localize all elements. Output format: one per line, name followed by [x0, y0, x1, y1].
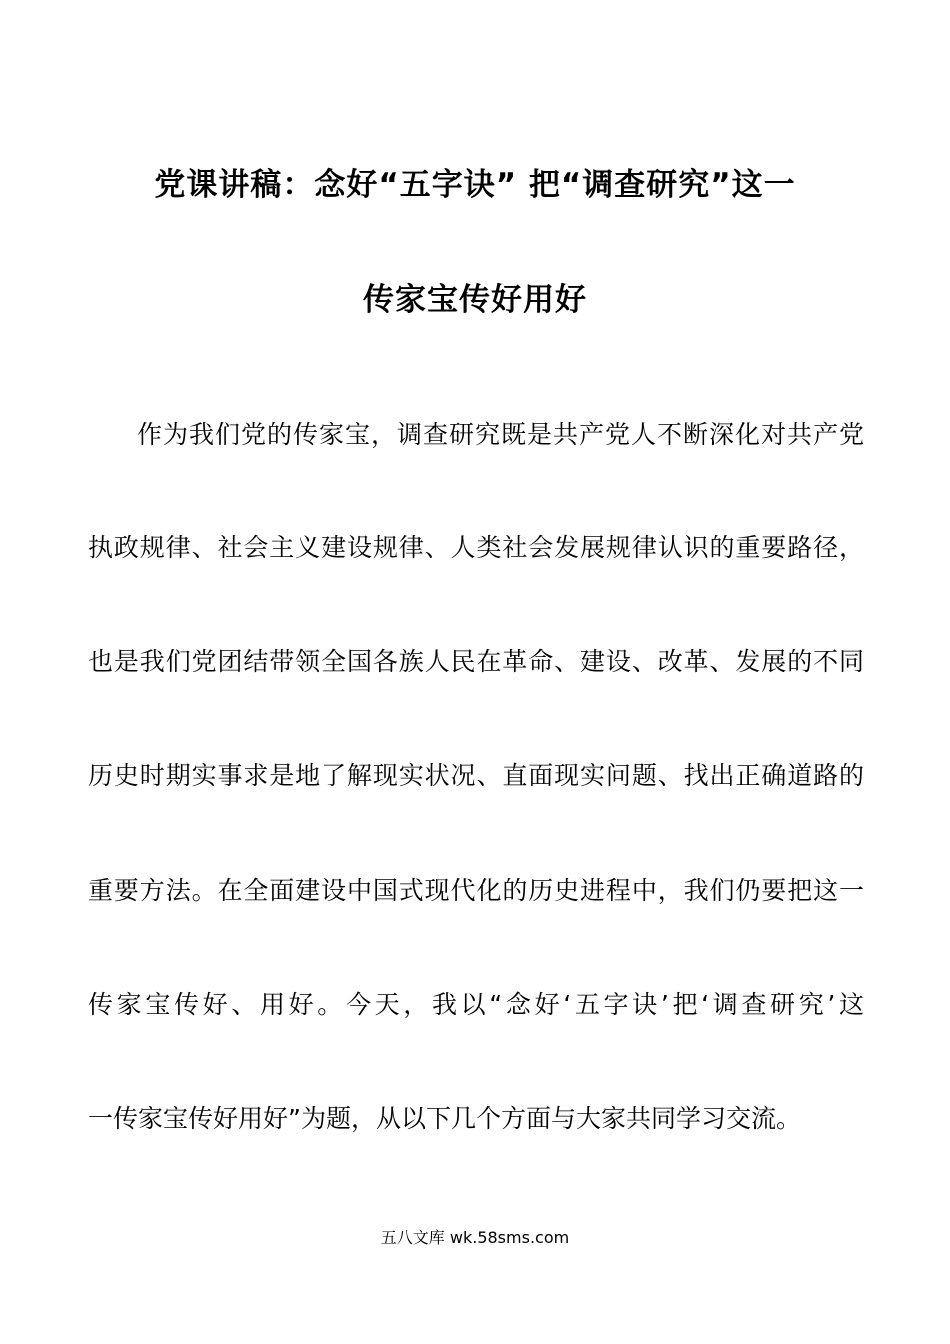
document-title-line-2: 传家宝传好用好 — [363, 282, 587, 318]
body-line-7: 一传家宝传好用好”为题，从以下几个方面与大家共同学习交流。 — [88, 1104, 801, 1133]
body-line-1: 作为我们党的传家宝，调查研究既是共产党人不断深化对共产党 — [137, 420, 864, 449]
body-line-2: 执政规律、社会主义建设规律、人类社会发展规律认识的重要路径， — [88, 533, 864, 562]
body-line-3: 也是我们党团结带领全国各族人民在革命、建设、改革、发展的不同 — [88, 647, 864, 676]
document-title-line-1: 党课讲稿：念好“五字诀” 把“调查研究”这一 — [154, 167, 796, 203]
body-line-5: 重要方法。在全面建设中国式现代化的历史进程中，我们仍要把这一 — [88, 876, 864, 905]
body-line-4: 历史时期实事求是地了解现实状况、直面现实问题、找出正确道路的 — [88, 761, 864, 790]
footer-watermark: 五八文库 wk.58sms.com — [380, 1228, 570, 1247]
body-line-6: 传家宝传好、用好。今天，我以“念好‘五字诀’把‘调查研究’这 — [88, 990, 864, 1019]
